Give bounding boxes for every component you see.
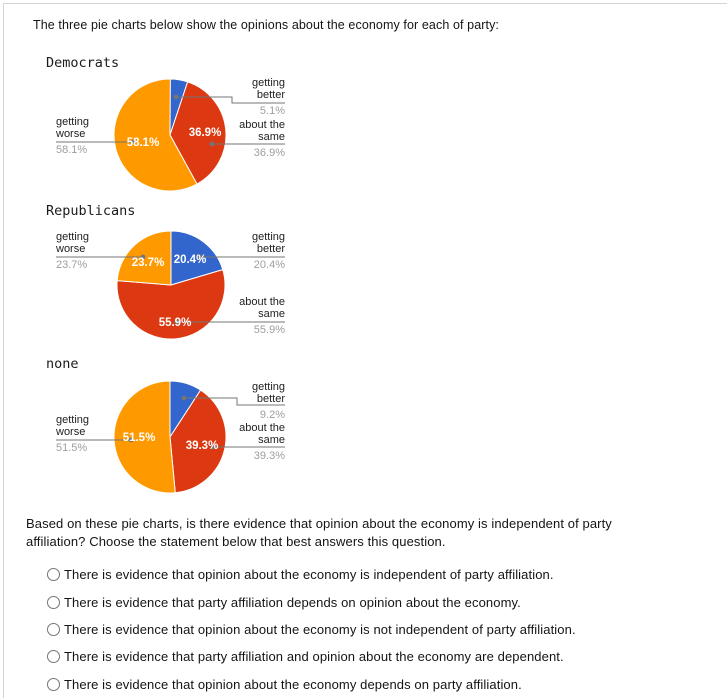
chart-title-democrats: Democrats: [46, 55, 120, 71]
callout-label-line: better: [256, 89, 285, 101]
pie-slice-value-label: 55.9%: [158, 317, 192, 329]
callout-label-line: same: [258, 434, 285, 446]
callout-about-the-same: [213, 422, 285, 462]
answer-option-label[interactable]: There is evidence that opinion about the economy depends on party affiliation.: [64, 676, 522, 692]
answer-option-5[interactable]: [47, 677, 522, 691]
callout-label-line: about the: [239, 296, 285, 308]
callout-percent: 9.2%: [259, 409, 285, 421]
pie-slice-value-label: 58.1%: [126, 137, 160, 149]
callout-percent: 23.7%: [56, 259, 88, 271]
leader-dot: [182, 396, 187, 401]
callout-getting-better: [213, 77, 285, 117]
radio-button[interactable]: [47, 623, 60, 636]
callout-label-line: getting: [251, 381, 285, 393]
answer-option-3[interactable]: [47, 622, 576, 636]
callout-label-line: getting: [56, 116, 90, 128]
pie-slice-value-label: 51.5%: [122, 432, 156, 444]
callout-percent: 58.1%: [56, 144, 88, 156]
callout-label-line: same: [258, 308, 285, 320]
callout-label-line: getting: [251, 77, 285, 89]
callout-percent: 36.9%: [253, 147, 285, 159]
callout-label-line: worse: [56, 426, 86, 438]
chart-title-republicans: Republicans: [46, 203, 136, 219]
callout-getting-worse: [56, 231, 128, 271]
radio-button[interactable]: [47, 650, 60, 663]
leader-dot: [174, 95, 179, 100]
question-text: Based on these pie charts, is there evidence that opinion about the economy is independent of party affiliation? Choose the statement below that best answers this question.: [26, 516, 612, 549]
callout-about-the-same: [213, 296, 285, 336]
pie-slice-value-label: 36.9%: [188, 127, 222, 139]
answer-option-2[interactable]: [47, 595, 521, 609]
callout-getting-better: [213, 381, 285, 421]
callout-label-line: getting: [251, 231, 285, 243]
callout-label-line: about the: [239, 119, 285, 131]
answer-option-4[interactable]: [47, 649, 564, 663]
callout-percent: 39.3%: [253, 450, 285, 462]
pie-slice-value-label: 23.7%: [131, 257, 165, 269]
answer-option-label[interactable]: There is evidence that opinion about the economy is independent of party affiliation.: [64, 566, 554, 582]
callout-percent: 5.1%: [259, 105, 285, 117]
answer-option-label[interactable]: There is evidence that opinion about the economy is not independent of party affiliation.: [64, 621, 576, 637]
callout-label-line: getting: [56, 414, 90, 426]
callout-label-line: getting: [56, 231, 90, 243]
callout-percent: 20.4%: [253, 259, 285, 271]
callout-getting-worse: [56, 116, 128, 156]
answer-option-1[interactable]: [47, 567, 554, 581]
callout-getting-worse: [56, 414, 128, 454]
callout-label-line: better: [256, 243, 285, 255]
chart-title-none: none: [46, 356, 79, 372]
answer-option-label[interactable]: There is evidence that party affiliation depends on opinion about the economy.: [64, 594, 521, 610]
callout-label-line: worse: [56, 128, 86, 140]
callout-label-line: about the: [239, 422, 285, 434]
radio-button[interactable]: [47, 568, 60, 581]
callout-label-line: better: [256, 393, 285, 405]
radio-button[interactable]: [47, 596, 60, 609]
radio-button[interactable]: [47, 678, 60, 691]
callout-percent: 51.5%: [56, 442, 88, 454]
callout-label-line: worse: [56, 243, 86, 255]
callout-percent: 55.9%: [253, 324, 285, 336]
callout-about-the-same: [213, 119, 285, 159]
callout-getting-better: [213, 231, 285, 271]
pie-slice-value-label: 20.4%: [173, 254, 207, 266]
answer-option-label[interactable]: There is evidence that party affiliation and opinion about the economy are dependent.: [64, 648, 564, 664]
page-title: The three pie charts below show the opinions about the economy for each of party:: [33, 18, 500, 32]
callout-label-line: same: [258, 131, 285, 143]
pie-slice-value-label: 39.3%: [185, 440, 219, 452]
